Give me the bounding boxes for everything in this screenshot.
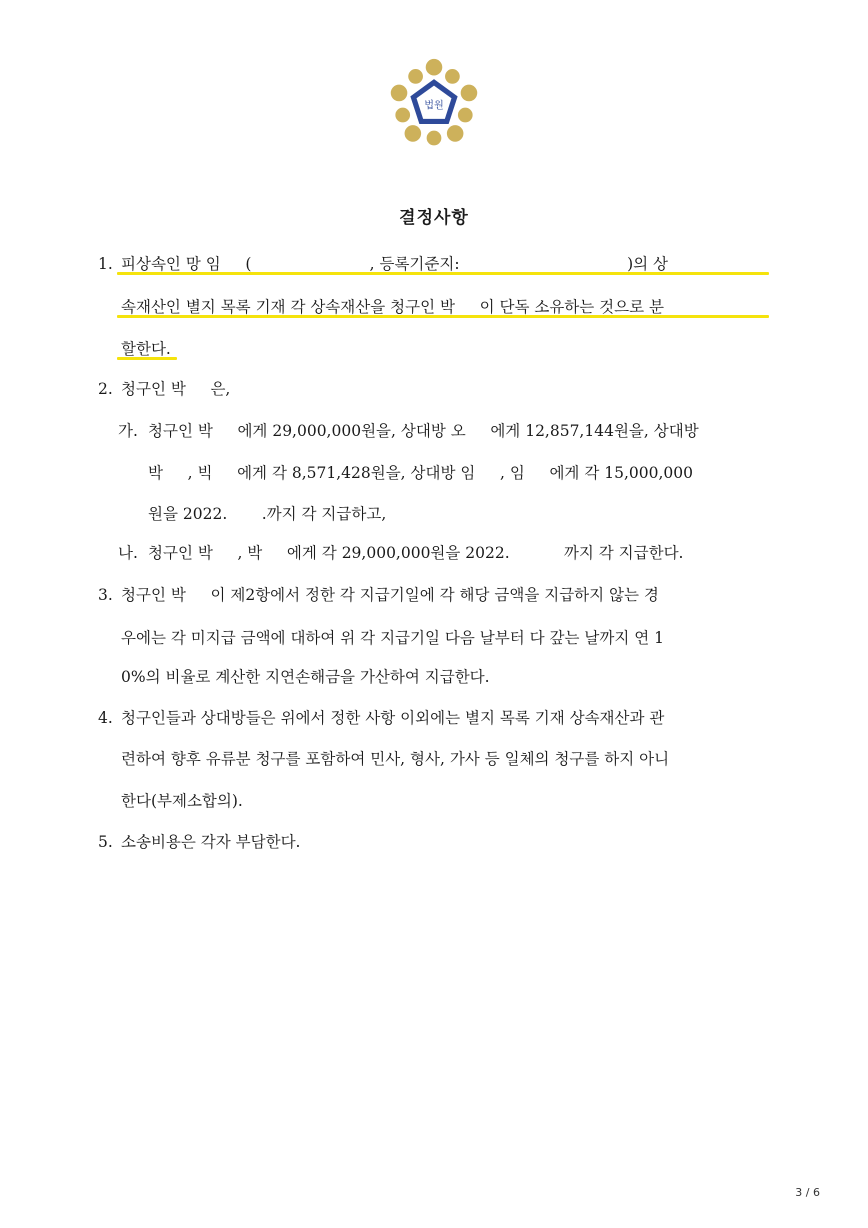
court-seal-logo [388, 58, 480, 150]
item-4-line-3: 한다(부제소합의). [121, 792, 243, 810]
item-3-line-2: 우에는 각 미지급 금액에 대하여 위 각 지급기일 다음 날부터 다 갚는 날까지 연 1 [121, 629, 665, 647]
item-2-na-number: 나. [118, 544, 138, 562]
page-number: 3 / 6 [795, 1186, 820, 1199]
item-4-number: 4. [98, 709, 113, 727]
item-2-ga-line-3: 원을 2022. .까지 각 지급하고, [148, 505, 387, 523]
item-1-line-2: 속재산인 별지 목록 기재 각 상속재산을 청구인 박 이 단독 소유하는 것으로 분 [121, 298, 664, 316]
seal-text: 법원 [424, 100, 444, 112]
item-2-ga-number: 가. [118, 422, 138, 440]
item-1-number: 1. [98, 255, 113, 273]
item-2-number: 2. [98, 380, 113, 398]
item-5-line-1: 소송비용은 각자 부담한다. [121, 833, 301, 851]
item-3-number: 3. [98, 586, 113, 604]
item-1-line-3: 할한다. [121, 340, 171, 358]
item-1-line-1: 피상속인 망 임 ( , 등록기준지: )의 상 [121, 255, 669, 273]
item-5-number: 5. [98, 833, 113, 851]
item-3-line-1: 청구인 박 이 제2항에서 정한 각 지급기일에 각 해당 금액을 지급하지 않는 경 [121, 586, 659, 604]
item-2-line-1: 청구인 박 은, [121, 380, 231, 398]
item-3-line-3: 0%의 비율로 계산한 지연손해금을 가산하여 지급한다. [121, 668, 490, 686]
item-4-line-1: 청구인들과 상대방들은 위에서 정한 사항 이외에는 별지 목록 기재 상속재산과 관 [121, 709, 665, 727]
item-2-ga-line-2: 박 , 빅 에게 각 8,571,428원을, 상대방 임 , 임 에게 각 15,000,000 [148, 464, 693, 482]
item-4-line-2: 련하여 향후 유류분 청구를 포함하여 민사, 형사, 가사 등 일체의 청구를 하지 아니 [121, 750, 670, 768]
item-2-ga-line-1: 청구인 박 에게 29,000,000원을, 상대방 오 에게 12,857,144원을, 상대방 [148, 422, 699, 440]
item-2-na-line-1: 청구인 박 , 박 에게 각 29,000,000원을 2022. 까지 각 지급한다. [148, 544, 684, 562]
page-title: 결정사항 [399, 208, 469, 228]
